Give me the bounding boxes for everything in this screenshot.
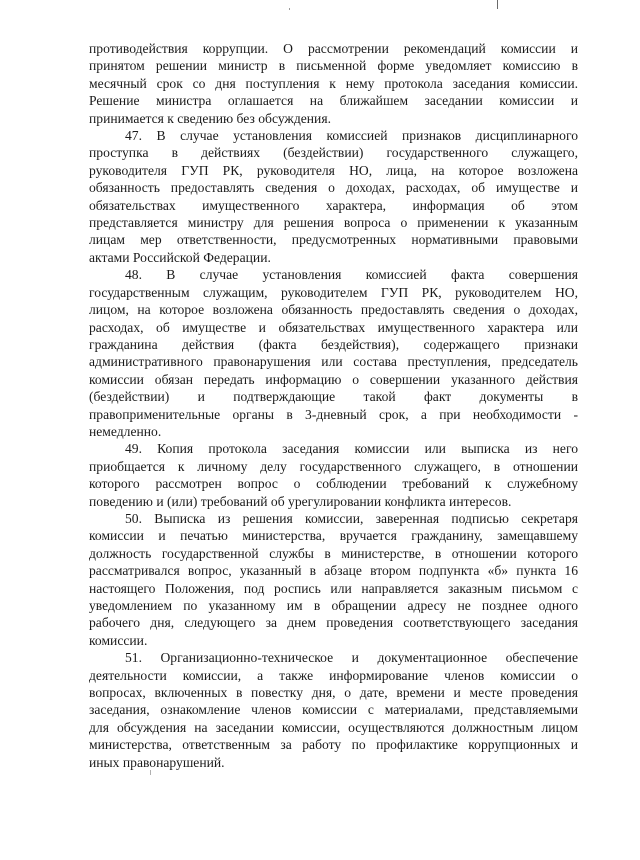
text-line: лицом, на которое возложена обязанность предоставлять сведения о доходах, — [89, 302, 578, 318]
text-line: рассматривался вопрос, указанный в абзаце втором подпункта «б» пункта 16 — [89, 563, 578, 579]
text-line: лицам мер ответственности, предусмотренных нормативными правовыми — [89, 232, 578, 248]
paragraph-46-continuation — [89, 40, 578, 127]
text-line: расходах, об имуществе и обязательствах имущественного характера или — [89, 319, 578, 335]
text-line: деятельности комиссии, а также информирование членов комиссии о — [89, 667, 578, 683]
paragraph-48 — [89, 266, 578, 440]
text-line: (бездействии) и подтверждающие такой факт документы в — [89, 389, 578, 405]
text-line: поведению и (или) требований об урегулировании конфликта интересов. — [89, 493, 512, 509]
text-line: Решение министра оглашается на ближайшем заседании комиссии и — [89, 93, 578, 109]
text-line: представляется министру для решения вопроса о применении к указанным — [89, 215, 578, 231]
text-line: обязанность предоставлять сведения о доходах, расходах, об имуществе и — [89, 180, 578, 196]
text-line: приобщается к личному делу государственного служащего, в отношении — [89, 458, 578, 474]
paragraph-49 — [89, 440, 578, 510]
text-line: принятом решении министр в письменной форме уведомляет комиссию в — [89, 58, 578, 74]
text-line: руководителя ГУП РК, руководителя НО, лица, на которое возложена — [89, 162, 578, 178]
text-line: комиссии обязан передать информацию о совершении указанного действия — [89, 371, 578, 387]
text-line: должность государственной службы в министерстве, в отношении которого — [89, 545, 578, 561]
text-line: немедленно. — [89, 423, 162, 439]
text-line: рабочего дня, следующего за днем проведения соответствующего заседания — [89, 615, 578, 631]
text-line: 48. В случае установления комиссией факта совершения — [125, 267, 578, 283]
text-line: уведомлением по указанному им в обращении адресу не позднее одного — [89, 598, 578, 613]
text-line: 51. Организационно-техническое и документационное обеспечение — [125, 650, 578, 666]
text-line: месячный срок со дня поступления к нему протокола заседания комиссии. — [89, 75, 578, 91]
text-line: настоящего Положения, под роспись или направляется заказным письмом с — [89, 580, 578, 596]
text-line: комиссии и печатью министерства, вручается гражданину, замещавшему — [89, 528, 578, 544]
text-line: для обсуждения на заседании комиссии, осуществляются должностным лицом — [89, 719, 578, 735]
text-line: гражданина действия (факта бездействия), содержащего признаки — [89, 336, 578, 352]
text-line: правоприменительные органы в 3-дневный срок, а при необходимости - — [89, 406, 578, 422]
text-line: иных правонарушений. — [89, 754, 225, 770]
paragraph-50 — [89, 510, 578, 649]
text-line: заседания, ознакомление членов комиссии с материалами, представляемыми — [89, 702, 578, 718]
scan-mark — [497, 0, 498, 9]
text-line: комиссии. — [89, 632, 148, 648]
document-body — [89, 40, 578, 771]
text-line: противодействия коррупции. О рассмотрении рекомендаций комиссии и — [89, 41, 578, 56]
text-line: министерства, ответственным за работу по профилактике коррупционных и — [89, 737, 578, 753]
text-line: административного правонарушения или состава преступления, председатель — [89, 354, 578, 370]
text-line: 47. В случае установления комиссией признаков дисциплинарного — [125, 128, 578, 144]
text-line: 50. Выписка из решения комиссии, заверенная подписью секретаря — [125, 510, 578, 526]
text-line: проступка в действиях (бездействии) государственного служащего, — [89, 145, 578, 161]
paragraph-47 — [89, 127, 578, 266]
text-line: которого рассмотрен вопрос о соблюдении требований к служебному — [89, 476, 578, 492]
text-line: актами Российской Федерации. — [89, 249, 271, 265]
text-line: обязательствах имущественного характера, информация об этом — [89, 197, 578, 213]
scan-dot — [289, 8, 290, 10]
text-line: принимается к сведению без обсуждения. — [89, 110, 331, 126]
text-line: 49. Копия протокола заседания комиссии или выписка из него — [125, 441, 578, 457]
text-line: государственным служащим, руководителем ГУП РК, руководителем НО, — [89, 284, 578, 300]
text-line: вопросах, включенных в повестку дня, о дате, времени и месте проведения — [89, 685, 578, 701]
paragraph-51 — [89, 649, 578, 771]
